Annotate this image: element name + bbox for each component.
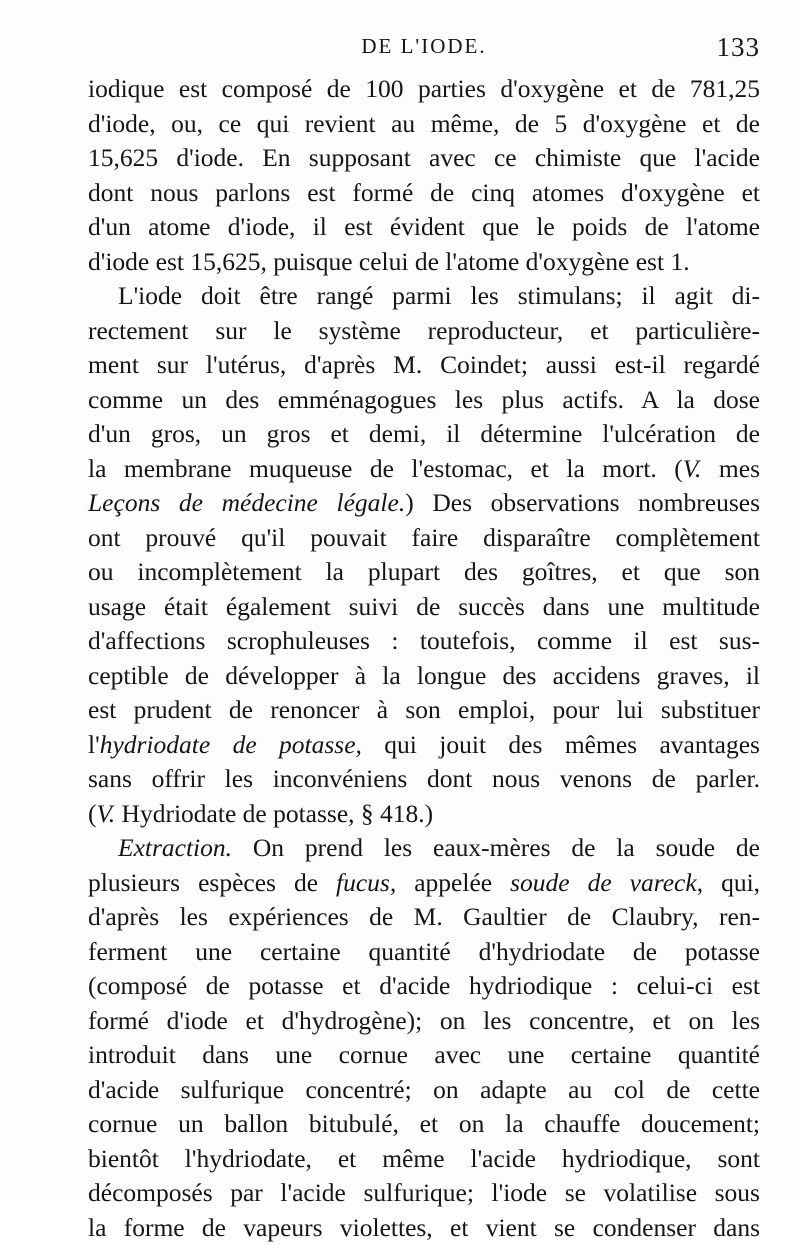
text-segment: introduit dans une cornue avec une certaine quantité xyxy=(88,1040,760,1069)
text-segment: l' xyxy=(88,730,100,759)
text-segment: qui jouit des mêmes avantages xyxy=(362,730,760,759)
italic-text: hydriodate de potasse, xyxy=(100,730,362,759)
text-line xyxy=(88,1211,760,1245)
text-line xyxy=(88,866,760,901)
text-segment: appelée xyxy=(396,868,510,897)
text-segment: cornue un ballon bitubulé, et on la chauffe doucement; xyxy=(88,1109,760,1138)
text-line xyxy=(88,935,760,970)
text-segment: dont nous parlons est formé de cinq atomes d'oxygène et xyxy=(88,178,760,207)
text-segment: la forme de vapeurs violettes, et vient se condenser dans xyxy=(88,1213,760,1242)
text-segment: plusieurs espèces de xyxy=(88,868,336,897)
text-line xyxy=(88,107,760,142)
text-line xyxy=(88,141,760,176)
text-segment: usage était également suivi de succès dans une multitude xyxy=(88,592,760,621)
text-line xyxy=(88,797,760,832)
text-line xyxy=(88,452,760,487)
page-number: 133 xyxy=(717,32,761,63)
text-segment: mes xyxy=(701,454,760,483)
text-line xyxy=(88,314,760,349)
text-line xyxy=(88,176,760,211)
text-segment: ou incomplètement la plupart des goîtres, et que son xyxy=(88,557,760,586)
text-segment: décomposés par l'acide sulfurique; l'iode se volatilise sous xyxy=(88,1178,760,1207)
text-segment: ferment une certaine quantité d'hydriodate de potasse xyxy=(88,937,760,966)
text-segment: comme un des emménagogues les plus actifs. A la dose xyxy=(88,385,760,414)
italic-text: soude de vareck xyxy=(510,868,697,897)
italic-text: V. xyxy=(97,799,116,828)
text-segment: ceptible de développer à la longue des accidens graves, il xyxy=(88,661,760,690)
text-segment: L'iode doit être rangé parmi les stimulans; il agit di- xyxy=(118,281,760,310)
text-segment: , qui, xyxy=(697,868,760,897)
text-segment: d'après les expériences de M. Gaultier de Claubry, ren- xyxy=(88,902,760,931)
text-segment: d'iode, ou, ce qui revient au même, de 5 d'oxygène et de xyxy=(88,109,760,138)
text-segment: d'affections scrophuleuses : toutefois, comme il est sus- xyxy=(88,626,760,655)
text-line xyxy=(88,831,760,866)
text-line xyxy=(88,383,760,418)
text-segment: est prudent de renoncer à son emploi, pour lui substituer xyxy=(88,695,760,724)
text-line xyxy=(88,659,760,694)
text-segment: On prend les eaux-mères de la soude de xyxy=(232,833,760,862)
text-line xyxy=(88,555,760,590)
text-line xyxy=(88,210,760,245)
italic-text: Extraction. xyxy=(118,833,232,862)
text-segment: 15,625 d'iode. En supposant avec ce chimiste que l'acide xyxy=(88,143,760,172)
text-line xyxy=(88,1073,760,1108)
text-line xyxy=(88,1038,760,1073)
running-head: DE L'IODE. xyxy=(88,34,760,59)
text-line xyxy=(88,1004,760,1039)
text-segment: bientôt l'hydriodate, et même l'acide hydriodique, sont xyxy=(88,1144,760,1173)
italic-text: V. xyxy=(683,454,702,483)
text-line xyxy=(88,1176,760,1211)
text-line xyxy=(88,521,760,556)
text-segment: (composé de potasse et d'acide hydriodique : celui-ci est xyxy=(88,971,760,1000)
text-line xyxy=(88,72,760,107)
text-line xyxy=(88,1142,760,1177)
text-line xyxy=(88,590,760,625)
text-line xyxy=(88,728,760,763)
italic-text: fucus, xyxy=(336,868,396,897)
text-segment: d'un gros, un gros et demi, il détermine l'ulcération de xyxy=(88,419,760,448)
italic-text: Leçons de médecine légale. xyxy=(88,488,405,517)
text-segment: sans offrir les inconvéniens dont nous venons de parler. xyxy=(88,764,760,793)
text-segment: rectement sur le système reproducteur, et particulière- xyxy=(88,316,760,345)
text-segment: d'un atome d'iode, il est évident que le poids de l'atome xyxy=(88,212,760,241)
text-segment: ment sur l'utérus, d'après M. Coindet; aussi est-il regardé xyxy=(88,350,760,379)
text-line xyxy=(88,486,760,521)
text-line xyxy=(88,245,760,280)
page-header xyxy=(88,32,760,72)
text-segment: iodique est composé de 100 parties d'oxygène et de 781,25 xyxy=(88,74,760,103)
text-segment: ) Des observations nombreuses xyxy=(405,488,760,517)
text-line xyxy=(88,279,760,314)
body-text xyxy=(88,72,760,1245)
text-line xyxy=(88,693,760,728)
text-segment: la membrane muqueuse de l'estomac, et la mort. ( xyxy=(88,454,683,483)
text-segment: ont prouvé qu'il pouvait faire disparaître complètement xyxy=(88,523,760,552)
text-segment: formé d'iode et d'hydrogène); on les concentre, et on les xyxy=(88,1006,760,1035)
text-line xyxy=(88,900,760,935)
text-segment: d'iode est 15,625, puisque celui de l'atome d'oxygène est 1. xyxy=(88,247,690,276)
text-line xyxy=(88,762,760,797)
text-segment: d'acide sulfurique concentré; on adapte au col de cette xyxy=(88,1075,760,1104)
text-line xyxy=(88,417,760,452)
text-line xyxy=(88,969,760,1004)
text-line xyxy=(88,1107,760,1142)
text-line xyxy=(88,348,760,383)
text-line xyxy=(88,624,760,659)
text-segment: Hydriodate de potasse, § 418.) xyxy=(115,799,433,828)
text-segment: ( xyxy=(88,799,97,828)
